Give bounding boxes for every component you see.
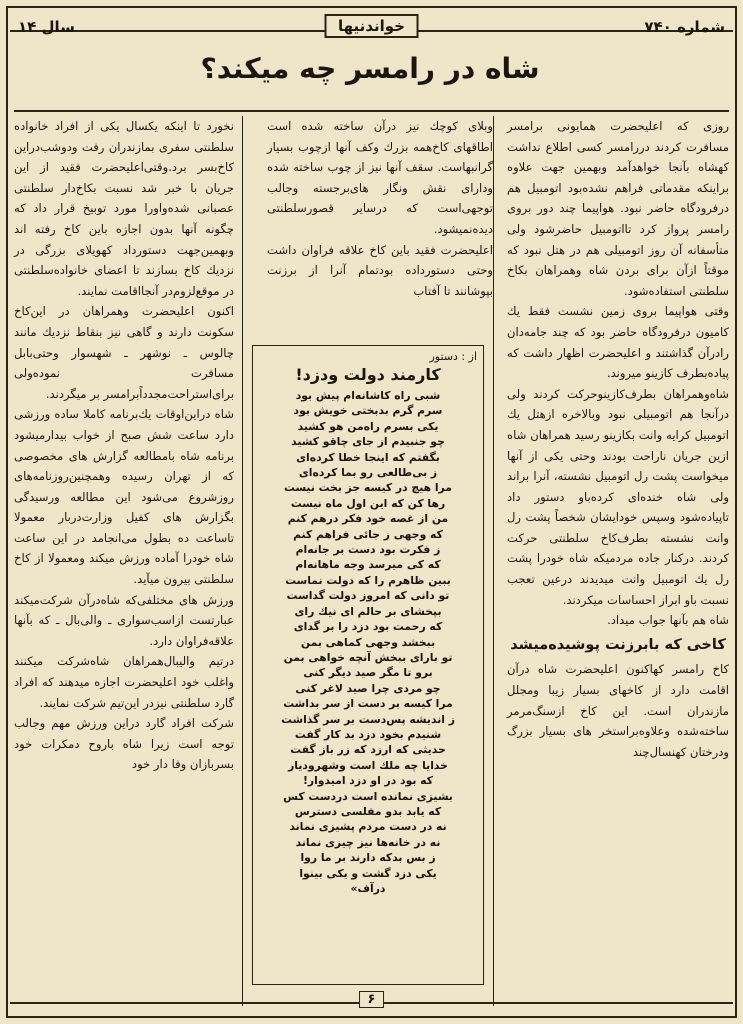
poem-line: که رحمت بود دزد را بر گدای xyxy=(293,620,443,634)
poem-line: ز اندیشه پس‌دست بر سر گذاشت xyxy=(281,712,455,726)
poem-box xyxy=(252,345,484,985)
paragraph: وبلای کوچك نیز درآن ساخته شده است اطاقهای کاخ‌همه بزرك وکف آنها ازچوب بسیار گرانبهاست. سقف آنها نیز از چوب ساخته شده ودارای نقش ونگار های‌برجسته وجالب توجهی‌است که درسایر قصورسلطنتی دیده‌نمیشود. xyxy=(267,119,493,236)
issue-number: شماره ۷۴۰ xyxy=(644,18,725,36)
column-divider-right xyxy=(493,116,494,1006)
title-rule xyxy=(14,110,729,112)
section-subheading: کاخی که بابرزنت پوشیده‌میشد xyxy=(510,636,726,653)
poem-line: ببین ظاهرم را که دولت نماست xyxy=(285,573,451,587)
poem-source: از : دستور xyxy=(429,350,477,363)
poem-lines xyxy=(259,388,477,896)
paragraph: اکنون اعلیحضرت وهمراهان در این‌کاخ سکونت دارند و گاهی نیز بنقاط نزدیك مانند چالوس ـ نوشهر ـ شهسوار وحتی‌بابل مسافرت نموده‌ولی برای‌استراحت‌مجدداً‌برامسر بر میگردند. xyxy=(14,304,234,401)
poem-line: تو بارای ببخش آنچه خواهی بمن xyxy=(283,650,453,664)
poem-line: بگفتم که اینجا خطا کرده‌ای xyxy=(296,450,440,464)
poem-line: یکی بسرم راه‌من هو کشید xyxy=(297,419,439,433)
poem-line: خدایا چه ملك است وشهرودیار xyxy=(288,758,448,772)
paragraph: شاه هم بآنها جواب میداد. xyxy=(607,613,729,628)
page-number: ۶ xyxy=(359,991,385,1008)
column-right xyxy=(507,116,729,1006)
poem-line: ز فکرت بود دست بر جانه‌ام xyxy=(295,543,441,557)
poem-line: چو مردی چرا صید لاغر کنی xyxy=(295,681,441,695)
poem-line: مرا هیچ در کیسه جز بخت نیست xyxy=(284,481,452,495)
column-left xyxy=(14,116,234,1006)
poem-line: نه در دست مردم پشیزی نماند xyxy=(289,820,447,834)
poem-line: یکی دزد گشت و یکی بینوا xyxy=(299,866,437,880)
poem-line: رها کن که این اول ماه نیست xyxy=(290,496,446,510)
article-title: شاه در رامسر چه میکند؟ xyxy=(200,52,540,85)
poem-line: شنیدم بخود دزد بد کار گفت xyxy=(294,727,442,741)
paragraph: کاخ رامسر کهاکنون اعلیحضرت شاه درآن اقامت دارد از کاخهای بسیار زیبا ومجلل مازندران است. این کاخ ازسنگ‌مرمر ساخته‌شده وعلاوه‌براستخر های بسیار بزرگ ودرختان کهنسال‌چند xyxy=(507,662,729,759)
page-footer xyxy=(10,992,733,1010)
poem-line: من از غصه خود فکر درهم کنم xyxy=(287,512,449,526)
poem-line: بپخشای بر حالم ای نیك رای xyxy=(294,604,442,618)
poem-line: ببخشد وجهی کماهی بمن xyxy=(300,635,436,649)
paragraph: شاه‌وهمراهان بطرف‌کازینوحرکت کردند ولی درآنجا هم اتومبیلی نبود وبالاخره ازهتل یك اتومبیل کرایه وانت بکازینو رسید همراهان شاه ازین جریان ناراحت بودند وحتی یکی از آنها میخواست پشت رل اتومبیل نشسته، آنرا براند ولی شاه خنده‌ای کرده‌باو دستور داد تاپیاده‌شود وسپس خودایشان شخصاً پشت رل وانت نشسته بطرف‌کاخ سلطنتی حرکت کردند. درکنار جاده مردمیکه شاه خودرا پشت رل یك اتومبیل وانت میدیدند درعین تعجب نسبت باو ابراز احساسات میکردند. xyxy=(507,386,729,607)
column-divider-left xyxy=(242,116,243,1006)
poem-line: که یابد بدو مفلسی دسترس xyxy=(294,804,442,818)
poem-line: که وجهی ز جائی فراهم کنم xyxy=(293,527,443,541)
column-middle xyxy=(267,116,493,336)
poem-line: شبی راه کاشانه‌ام پیش بود xyxy=(295,389,441,402)
poem-line: بشیزی نمانده است دردست کس xyxy=(283,789,453,803)
poem-line: تو دانی که امروز دولت گداست xyxy=(286,589,450,603)
poem-line: حدیثی که ارزد که زر باز گفت xyxy=(290,743,446,757)
page-header xyxy=(10,14,733,44)
paragraph: نخورد تا اینکه یکسال یکی از افراد خانواده سلطنتی سفری بمازندران رفت ودوشب‌دراین کاخ‌بسر برد.وقتی‌اعلیحضرت فقید از این جریان با خبر شد نسبت بکاخ‌دار سلطنتی عصبانی شده‌واورا مورد توبیخ قرار داد که چگونه آنها بدون اجازه باین کاخ رفته اند وبهمین‌جهت دستورداد کهویلای بزرگی در نزدیك کاخ بسازند تا اعضای خانواده‌سلطنتی در موقع‌لزوم‌در آنجااقامت نمایند. xyxy=(14,119,234,298)
poem-line: که کی میرسد وجه ماهانه‌ام xyxy=(295,558,441,572)
poem-title: کارمند دولت ودزد! xyxy=(295,365,441,384)
poem-line: برو تا مگر صید دیگر کنی xyxy=(303,666,433,680)
paragraph: وقتی هواپیما بروی زمین نشست فقط یك کامیون درفرودگاه حاضر بود که چند جامه‌دان رادرآن گذاشتند و اعلیحضرت اظهار داشت که پیاده‌بطرف کازینو میروند. xyxy=(507,304,729,381)
poem-line: که بود در او دزد امیدوار! xyxy=(302,774,434,788)
poem-line: سرم گرم بدبختی خویش بود xyxy=(293,404,443,418)
year-label: سال ۱۴ xyxy=(18,18,75,36)
paragraph: شرکت افراد گارد دراین ورزش مهم وجالب توجه است زیرا شاه باروح دمکرات خود بسربازان وفا دار خود xyxy=(14,716,234,772)
poem-line: چو جنبیدم از جای چاقو کشید xyxy=(291,435,445,449)
poem-line: ز بی‌طالعی رو بما کرده‌ای xyxy=(298,466,438,480)
poem-line: ز بس بدکه دارند بر ما روا xyxy=(300,851,436,865)
paragraph: ورزش های مختلفی‌که شاه‌درآن شرکت‌میکند عبارتست ازاسب‌سواری ـ والی‌بال ـ که بآنها علاقه‌فراوان دارد. xyxy=(14,592,234,648)
poem-line: مرا کیسه بر دست از سر بداشت xyxy=(283,697,453,711)
paragraph: اعلیحضرت فقید باین کاخ علاقه فراوان داشت وحتی دستورداده بودتمام آنرا از برزنت بپوشانند تا آفتاب xyxy=(267,242,493,298)
paragraph: شاه دراین‌اوقات یك‌برنامه کاملا ساده ورزشی دارد ساعت شش صبح از خواب بیدارمیشود برنامه شاه بامطالعه گزارش های مخصوصی که از تهران رسیده وهمچنین‌روزنامه‌های روزشروع می‌شود این مطالعه ورسیدگی بگزارش های کفیل وزارت‌دربار معمولا تاساعت ده بطول می‌انجامد در این ساعت شاه خودرا آماده ورزش میکند ومعمولا از کاخ سلطنتی بیرون میآید. xyxy=(14,407,234,587)
poem-line: نه در خانه‌ها نیز چیزی نماند xyxy=(295,835,441,849)
paragraph: روزی که اعلیحضرت همایونی برامسر مسافرت کردند دررامسر کسی اطلاع نداشت کهشاه بآنجا خواهدآمد وبهمین جهت علاوه براینکه مقدماتی فراهم نشده‌بود اتومبیل هم درفرودگاه حاضر نبود. هواپیما چند دور بروی رامسر پرواز کرد تااتومبیل حاضرشود ولی متأسفانه آن روز اتومبیلی هم در هتل نبود که موقتاً ازآن برای بردن شاه وهمراهان بکاخ سلطنتی استفاده‌شود. xyxy=(507,119,729,298)
magazine-name: خواندنیها xyxy=(324,14,419,38)
paragraph: درتیم والیبال‌همراهان شاه‌شرکت میکنند واغلب خود اعلیحضرت اجازه میدهند که افراد گارد سلطنتی نیزدر این‌تیم شرکت نمایند. xyxy=(14,654,234,710)
poem-line: درآف» xyxy=(350,882,386,895)
